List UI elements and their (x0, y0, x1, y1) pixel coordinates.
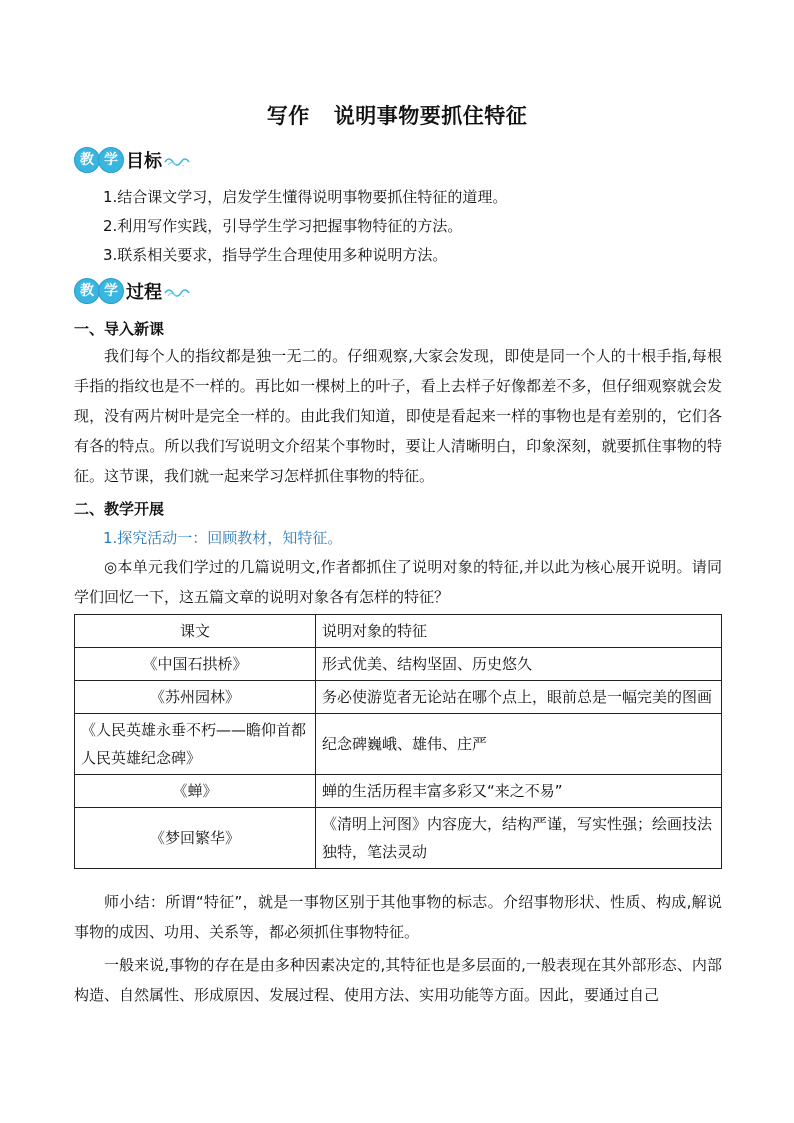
section-heading: 一、导入新课 (74, 320, 165, 338)
process-label: 过程 (126, 282, 162, 303)
table-cell: 纪念碑巍峨、雄伟、庄严 (316, 714, 722, 775)
table-header: 课文 (75, 615, 316, 648)
goal-item: 2.利用写作实践，引导学生学习把握事物特征的方法。 (103, 217, 463, 235)
features-table (74, 614, 722, 869)
table-cell: 《蝉》 (75, 775, 316, 808)
activity-title: 1.探究活动一：回顾教材，知特征。 (103, 529, 343, 547)
goals-label: 目标 (126, 151, 162, 172)
table-row (75, 775, 722, 808)
table-row (75, 808, 722, 869)
table-row (75, 648, 722, 681)
table-row (75, 681, 722, 714)
table-cell: 《中国石拱桥》 (75, 648, 316, 681)
activity-intro: ◎本单元我们学过的几篇说明文,作者都抓住了说明对象的特征,并以此为核心展开说明。请同学们回忆一下，这五篇文章的说明对象各有怎样的特征？ (74, 558, 722, 606)
table-cell: 蝉的生活历程丰富多彩又“来之不易” (316, 775, 722, 808)
section-heading: 二、教学开展 (74, 500, 165, 518)
summary-paragraph: 师小结：所谓“特征”，就是一事物区别于其他事物的标志。介绍事物形状、性质、构成,解说事物的成因、功用、关系等，都必须抓住事物特征。 (74, 893, 722, 941)
wave-decoration-icon (164, 154, 192, 166)
goals-badge: 教 学 (74, 147, 122, 173)
wave-decoration-icon (164, 285, 192, 297)
table-cell: 《清明上河图》内容庞大，结构严谨，写实性强；绘画技法独特，笔法灵动 (316, 808, 722, 869)
table-row (75, 714, 722, 775)
page-title: 写作 说明事物要抓住特征 (266, 104, 528, 128)
table-cell: 形式优美、结构坚固、历史悠久 (316, 648, 722, 681)
closing-paragraph: 一般来说,事物的存在是由多种因素决定的,其特征也是多层面的,一般表现在其外部形态、内部构造、自然属性、形成原因、发展过程、使用方法、实用功能等方面。因此，要通过自己 (74, 956, 722, 1004)
table-header: 说明对象的特征 (316, 615, 722, 648)
goal-item: 1.结合课文学习，启发学生懂得说明事物要抓住特征的道理。 (103, 188, 508, 206)
process-badge: 教 学 (74, 278, 122, 304)
table-cell: 《人民英雄永垂不朽——瞻仰首都人民英雄纪念碑》 (75, 714, 316, 775)
table-cell: 《梦回繁华》 (75, 808, 316, 869)
table-cell: 《苏州园林》 (75, 681, 316, 714)
table-cell: 务必使游览者无论站在哪个点上，眼前总是一幅完美的图画 (316, 681, 722, 714)
intro-paragraph: 我们每个人的指纹都是独一无二的。仔细观察,大家会发现，即使是同一个人的十根手指,每根手指的指纹也是不一样的。再比如一棵树上的叶子，看上去样子好像都差不多，但仔细观察就会发现，没有两片树叶是完全一样的。由此我们知道，即使是看起来一样的事物也是有差别的，它们各有各的特点。所以我们写说明文介绍某个事物时，要让人清晰明白，印象深刻，就要抓住事物的特征。这节课，我们就一起来学习怎样抓住事物的特征。 (74, 347, 722, 485)
table-header-row (75, 615, 722, 648)
goals-banner (74, 146, 192, 174)
goal-item: 3.联系相关要求，指导学生合理使用多种说明方法。 (103, 246, 448, 264)
process-banner (74, 277, 192, 305)
